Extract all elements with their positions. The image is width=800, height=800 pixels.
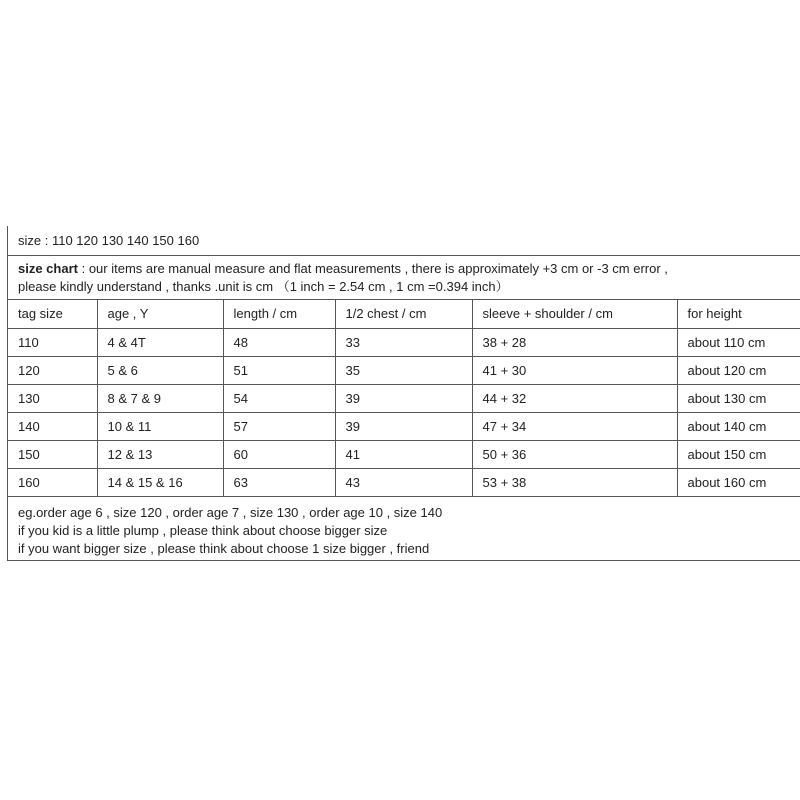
order-advice-note [8,497,800,561]
table-cell: 41 + 30 [472,356,677,384]
size-chart-note-line1: : our items are manual measure and flat measurements , there is approximately +3 cm or -3 cm error , [77,261,668,276]
header-cell: 1/2 chest / cm [335,300,472,328]
table-cell: 51 [223,356,335,384]
plump-advice-line: if you kid is a little plump , please think about choose bigger size [18,522,388,538]
header-cell: sleeve + shoulder / cm [472,300,677,328]
table-row [8,412,800,440]
size-chart-note [8,256,800,300]
table-cell: about 130 cm [677,384,800,412]
table-row [8,440,800,468]
table-cell: about 110 cm [677,328,800,356]
table-row [8,356,800,384]
table-cell: about 140 cm [677,412,800,440]
table-cell: 35 [335,356,472,384]
table-cell: 160 [8,468,97,496]
table-cell: 8 & 7 & 9 [97,384,223,412]
table-cell: 53 + 38 [472,468,677,496]
size-list: size : 110 120 130 140 150 160 [8,226,800,256]
table-cell: 130 [8,384,97,412]
header-cell: length / cm [223,300,335,328]
table-cell: 47 + 34 [472,412,677,440]
table-cell: 5 & 6 [97,356,223,384]
table-cell: about 120 cm [677,356,800,384]
table-cell: 41 [335,440,472,468]
table-cell: 4 & 4T [97,328,223,356]
bigger-size-advice-line: if you want bigger size , please think about choose 1 size bigger , friend [18,540,430,556]
table-cell: 39 [335,384,472,412]
order-example-line: eg.order age 6 , size 120 , order age 7 , size 130 , order age 10 , size 140 [18,504,443,520]
size-table [8,300,800,497]
header-cell: tag size [8,300,97,328]
table-cell: 44 + 32 [472,384,677,412]
table-cell: 150 [8,440,97,468]
table-cell: 120 [8,356,97,384]
size-chart-label: size chart [18,261,78,276]
table-cell: 33 [335,328,472,356]
size-chart-note-line2: please kindly understand , thanks .unit is cm （1 inch = 2.54 cm , 1 cm =0.394 inch） [18,279,509,294]
table-cell: 63 [223,468,335,496]
table-cell: 60 [223,440,335,468]
table-row [8,328,800,356]
table-cell: 39 [335,412,472,440]
table-cell: 10 & 11 [97,412,223,440]
table-cell: 140 [8,412,97,440]
table-header-row [8,300,800,328]
table-cell: 110 [8,328,97,356]
size-chart-sheet [7,226,800,561]
table-cell: 50 + 36 [472,440,677,468]
table-row [8,468,800,496]
table-cell: 38 + 28 [472,328,677,356]
table-cell: 54 [223,384,335,412]
table-cell: 14 & 15 & 16 [97,468,223,496]
table-cell: 43 [335,468,472,496]
table-cell: about 150 cm [677,440,800,468]
header-cell: age , Y [97,300,223,328]
table-cell: 48 [223,328,335,356]
table-cell: 57 [223,412,335,440]
table-row [8,384,800,412]
header-cell: for height [677,300,800,328]
table-cell: about 160 cm [677,468,800,496]
table-cell: 12 & 13 [97,440,223,468]
